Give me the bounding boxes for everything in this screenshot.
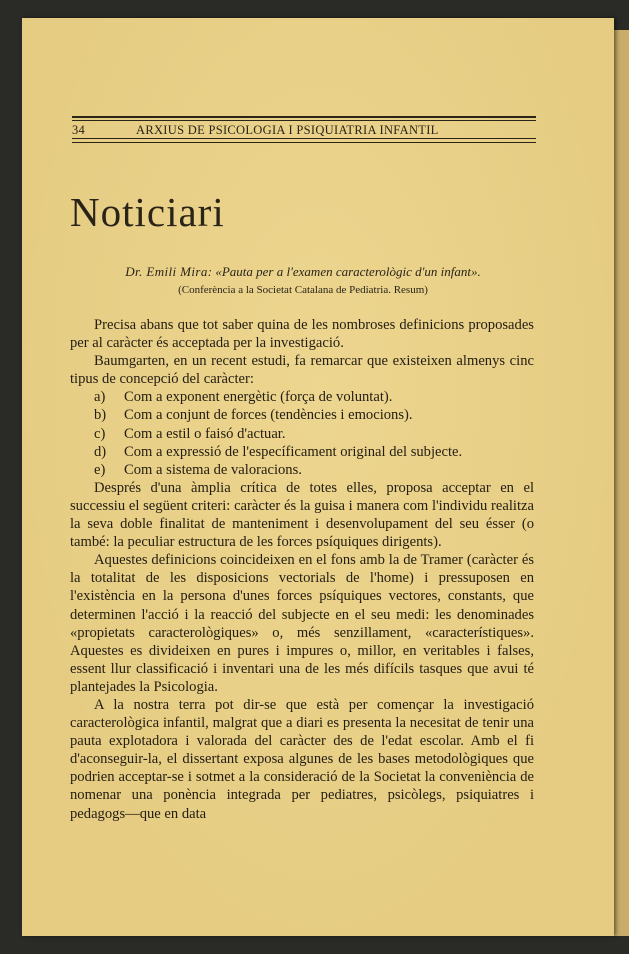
list-text: Com a conjunt de forces (tendències i emocions).: [124, 407, 413, 424]
running-header: [72, 116, 536, 143]
list-item: [70, 425, 534, 443]
paragraph-2: Baumgarten, en un recent estudi, fa remarcar que existeixen almenys cinc tipus de concepció del caràcter:: [70, 353, 534, 388]
list-label: a): [94, 389, 106, 406]
byline: [72, 264, 534, 280]
header-rule-bottom-2: [72, 142, 536, 143]
header-rule-top: [72, 116, 536, 118]
paragraph-4: Aquestes definicions coincideixen en el fons amb la de Tramer (caràcter és la totalitat de les disposicions vectorials de l'home) i pressuposen en l'existència en la persona d'unes forces psíquiques vectores, constants, que determinen l'acció i la reacció del subjecte en el seu medi: les denominades «propietats caracterològiques» o, més senzillament, «característiques». Aquestes es divideixen en pures i impures o, millor, en veritables i falses, essent llur classificació i inventari una de les més difícils tasques que avui té plantejades la Psicologia.: [70, 552, 534, 695]
list-label: b): [94, 407, 107, 424]
header-line: [72, 121, 536, 138]
list-item: [70, 406, 534, 424]
list-label: d): [94, 443, 107, 460]
list-label: e): [94, 461, 106, 478]
list-text: Com a sistema de valoracions.: [124, 461, 302, 478]
paragraph-5: A la nostra terra pot dir-se que està per començar la investigació caracterològica infantil, malgrat que a diari es presenta la necesitat de tenir una pauta explotadora i valorada del caràcter des de l'edat escolar. Amb el fi d'aconseguir-la, el dissertant exposa algunes de les bases metodològiques que podrien acceptar-se i sotmet a la consideració de la Societat la conveniència de nomenar una ponència integrada per pediatres, psicòlegs, psiquiatres i pedagogs—que en data: [70, 696, 534, 822]
list-text: Com a expressió de l'específicament original del subjecte.: [124, 443, 463, 460]
list-item: [70, 461, 534, 479]
list-text: Com a estil o faisó d'actuar.: [124, 425, 286, 442]
list-label: c): [94, 425, 106, 442]
list-item: [70, 443, 534, 461]
paragraph-3: Després d'una àmplia crítica de totes elles, proposa acceptar en el successiu el següent criteri: caràcter és la guisa i manera com l'individu realitza la seva doble finalitat de manteniment i desenvolupament del seu ésser (o també: la peculiar estructura de les forces psíquiques dirigents).: [70, 479, 534, 551]
author-name: Dr. Emili Mira: [125, 264, 208, 279]
page-number: 34: [72, 123, 86, 137]
lecture-subtitle: (Conferència a la Societat Catalana de Pediatria. Resum): [178, 284, 428, 296]
lecture-title: : «Pauta per a l'examen caracterològic d'un infant».: [207, 264, 481, 279]
header-rule-bottom: [72, 138, 536, 139]
journal-title: ARXIUS DE PSICOLOGIA I PSIQUIATRIA INFANTIL: [136, 123, 439, 137]
adjacent-page-edge: [612, 30, 629, 936]
list-item: [70, 388, 534, 406]
article-body: [70, 316, 534, 823]
list-text: Com a exponent energètic (força de voluntat).: [124, 389, 393, 406]
section-title: Noticiari: [70, 189, 225, 235]
paragraph-1: Precisa abans que tot saber quina de les nombroses definicions proposades per al caràcter és acceptada per la investigació.: [70, 317, 534, 352]
